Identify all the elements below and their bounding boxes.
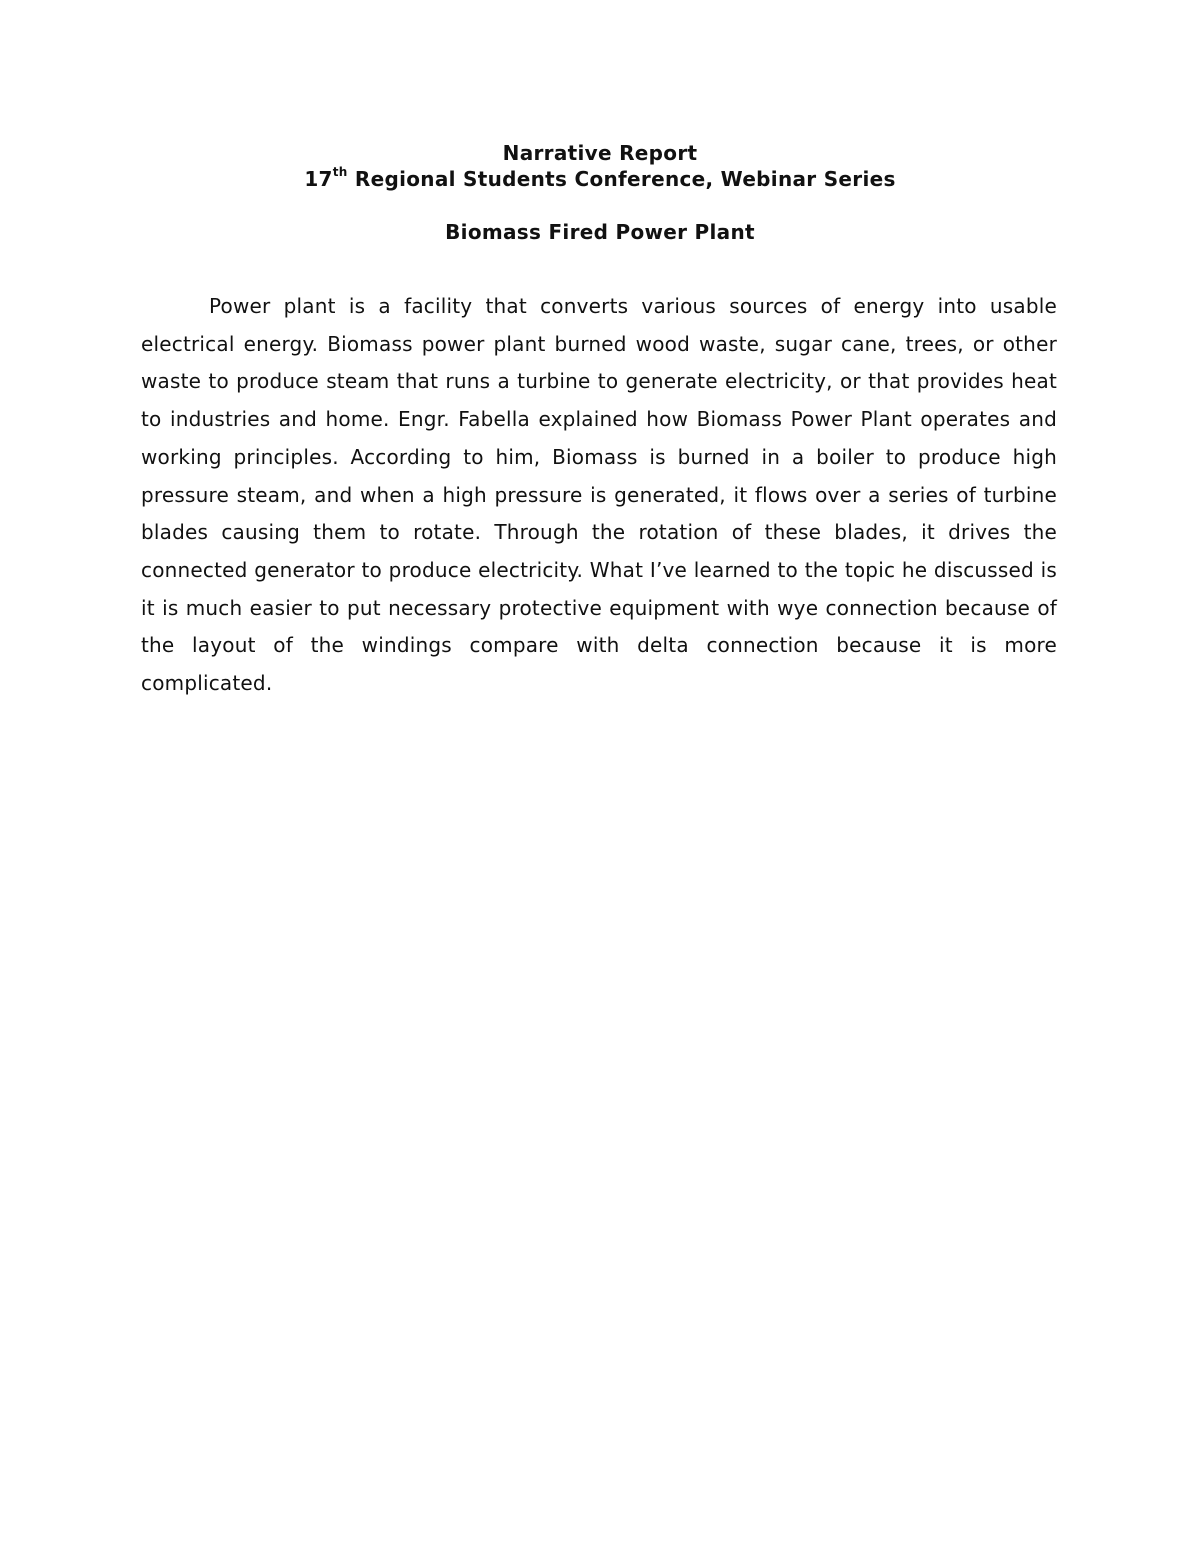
document-header: [0, 140, 1200, 192]
subtitle-text: Regional Students Conference, Webinar Series: [347, 167, 896, 191]
subtitle-number: 17: [304, 167, 333, 191]
body-paragraph: Power plant is a facility that converts various sources of energy into usable electrical energy. Biomass power plant burned wood waste, sugar cane, trees, or other waste to produce steam that runs a turbine to generate electricity, or that provides heat to industries and home. Engr. Fabella explained how Biomass Power Plant operates and working principles. According to him, Biomass is burned in a boiler to produce high pressure steam, and when a high pressure is generated, it flows over a series of turbine blades causing them to rotate. Through the rotation of these blades, it drives the connected generator to produce electricity. What I’ve learned to the topic he discussed is it is much easier to put necessary protective equipment with wye connection because of the layout of the windings compare with delta connection because it is more complicated.: [141, 294, 1057, 696]
report-title: Narrative Report: [502, 141, 698, 165]
conference-subtitle: [0, 166, 1200, 192]
subtitle-ordinal-suffix: th: [332, 165, 348, 180]
section-title: Biomass Fired Power Plant: [445, 220, 755, 244]
